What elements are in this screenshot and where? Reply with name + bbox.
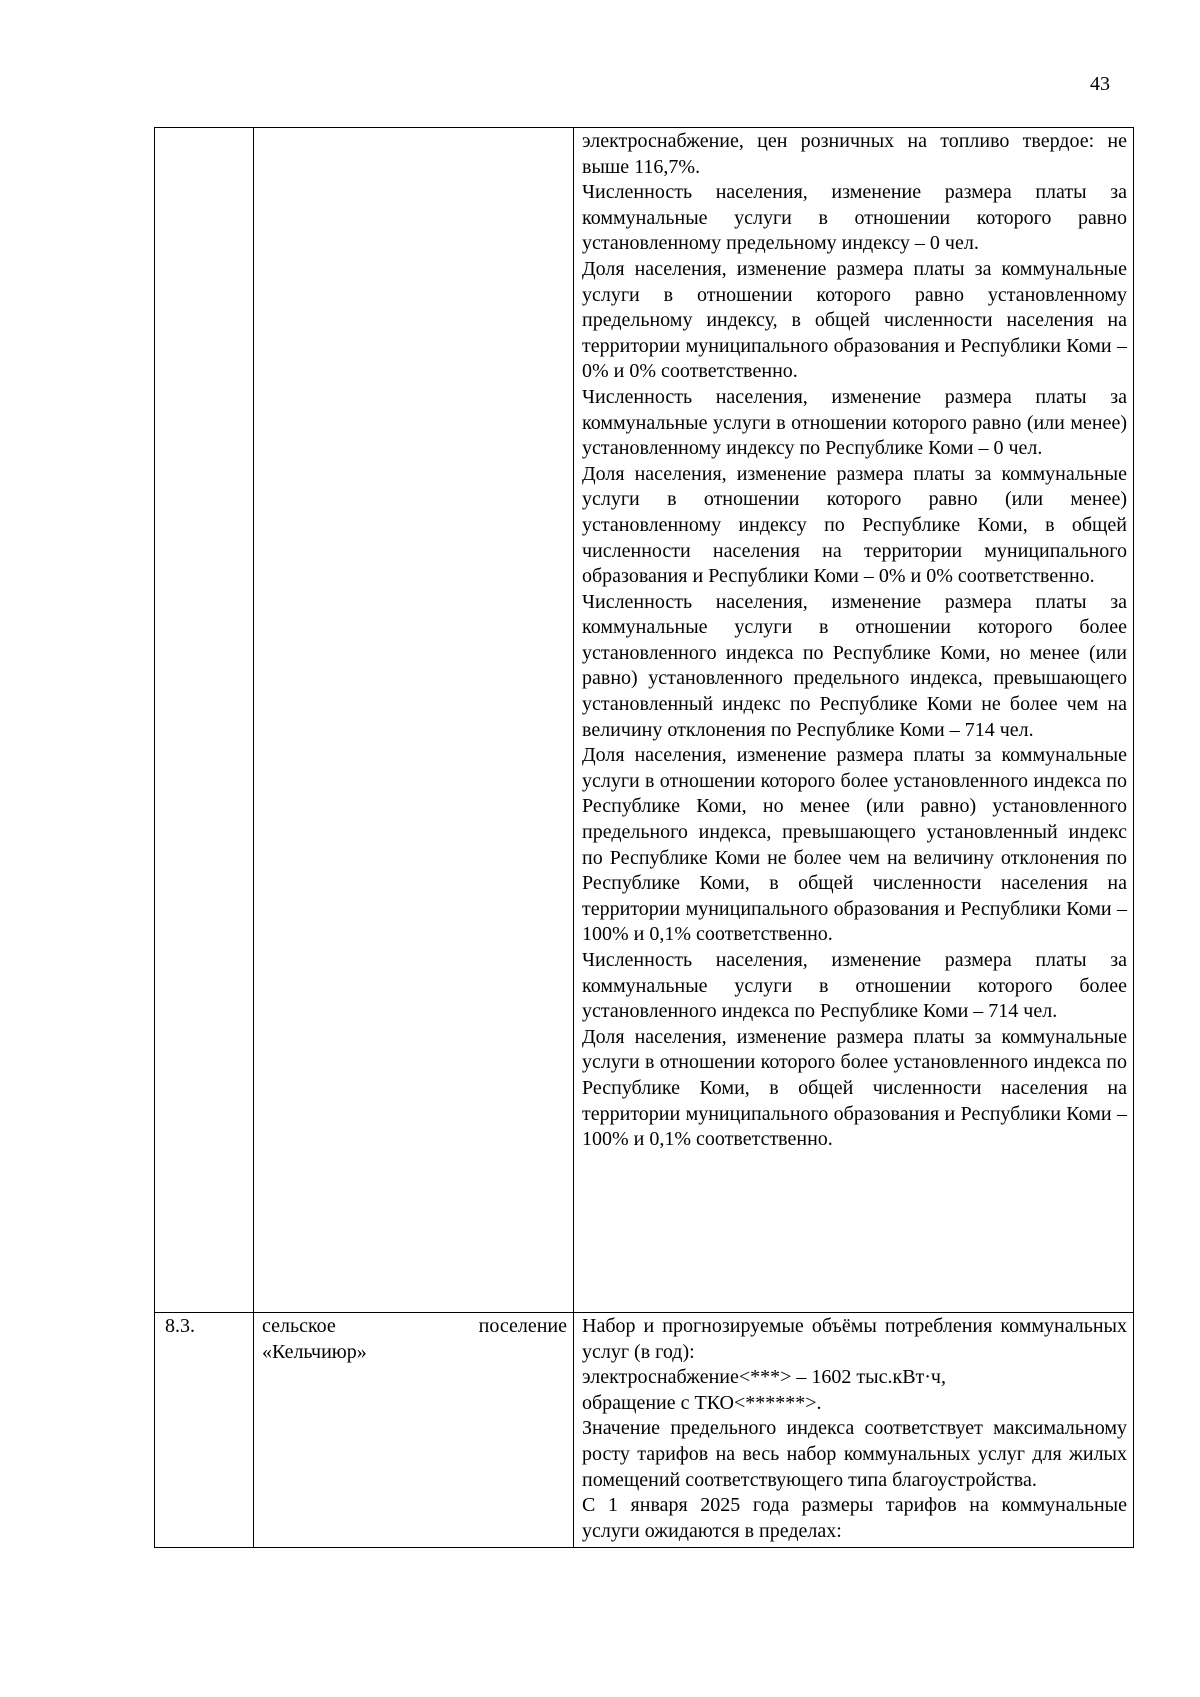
- page-number: 43: [1090, 73, 1110, 95]
- row-number-cell: [155, 128, 254, 1313]
- table-row: [155, 128, 1134, 1313]
- paragraph: Доля населения, изменение размера платы за коммунальные услуги в отношении которого равно установленному предельному индексу, в общей численности населения на территории муниципального образования и Республики Коми – 0% и 0% соответственно.: [582, 257, 1127, 383]
- settlement-name-cell: [254, 1313, 574, 1548]
- settlement-name-cell: [254, 128, 574, 1313]
- paragraph: Численность населения, изменение размера платы за коммунальные услуги в отношении которого более установленного индекса по Республике Коми, но менее (или равно) установленного предельного индекса, превышающего установленный индекс по Республике Коми не более чем на величину отклонения по Республике Коми – 714 чел.: [582, 590, 1127, 741]
- paragraph: Доля населения, изменение размера платы за коммунальные услуги в отношении которого более установленного индекса по Республике Коми, но менее (или равно) установленного предельного индекса, превышающего установленный индекс по Республике Коми не более чем на величину отклонения по Республике Коми, в общей численности населения на территории муниципального образования и Республики Коми – 100% и 0,1% соответственно.: [582, 744, 1127, 946]
- paragraph: электроснабжение<***> – 1602 тыс.кВт·ч,: [582, 1366, 946, 1389]
- paragraph: Численность населения, изменение размера платы за коммунальные услуги в отношении которого равно установленному предельному индексу – 0 чел.: [582, 181, 1127, 255]
- paragraph: Численность населения, изменение размера платы за коммунальные услуги в отношении которого более установленного индекса по Республике Коми – 714 чел.: [582, 949, 1127, 1023]
- paragraph: Значение предельного индекса соответствует максимальному росту тарифов на весь набор коммунальных услуг для жилых помещений соответствующего типа благоустройства.: [582, 1417, 1127, 1491]
- settlement-type-word: поселение: [478, 1315, 567, 1337]
- paragraph: электроснабжение, цен розничных на топливо твердое: не выше 116,7%.: [582, 130, 1127, 178]
- row-number-cell: 8.3.: [155, 1313, 254, 1548]
- settlement-type-word: сельское: [262, 1315, 336, 1337]
- table-row: [155, 1313, 1134, 1548]
- municipal-index-table: [154, 127, 1134, 1548]
- paragraph: обращение с ТКО<******>.: [582, 1391, 822, 1414]
- paragraph: Доля населения, изменение размера платы за коммунальные услуги в отношении которого более установленного индекса по Республике Коми, в общей численности населения на территории муниципального образования и Республики Коми – 100% и 0,1% соответственно.: [582, 1025, 1127, 1151]
- paragraph: Численность населения, изменение размера платы за коммунальные услуги в отношении которого равно (или менее) установленному индексу по Республике Коми – 0 чел.: [582, 385, 1127, 460]
- paragraph: Набор и прогнозируемые объёмы потребления коммунальных услуг (в год):: [582, 1315, 1127, 1363]
- settlement-name: «Кельчиюр»: [262, 1340, 367, 1363]
- paragraph: Доля населения, изменение размера платы за коммунальные услуги в отношении которого равно (или менее) установленному индексу по Республике Коми, в общей численности населения на территории муниципального образования и Республики Коми – 0% и 0% соответственно.: [582, 462, 1127, 588]
- description-cell: [574, 128, 1134, 1313]
- paragraph: С 1 января 2025 года размеры тарифов на коммунальные услуги ожидаются в пределах:: [582, 1494, 1127, 1542]
- description-cell: [574, 1313, 1134, 1548]
- settlement-name-line: [262, 1314, 567, 1340]
